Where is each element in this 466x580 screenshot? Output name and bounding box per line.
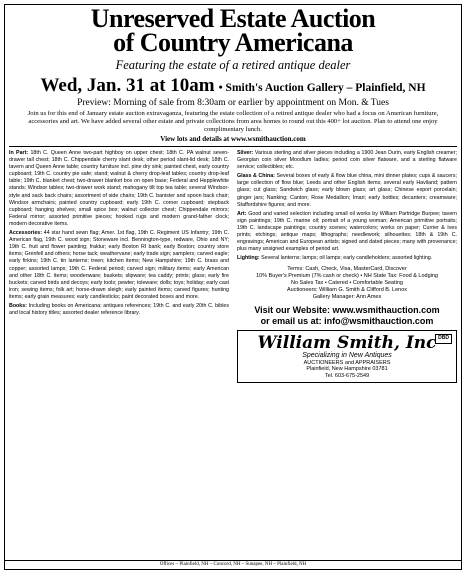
email-link[interactable]: or email us at: info@wsmithauction.com [260, 316, 434, 327]
section-books: Books: Including books on Americana; antiques references; 19th C. and early 20th C. bibles and local history titles; assorted dealer reference library. [9, 302, 229, 317]
company-line2: Plainfield, New Hampshire 03781 [306, 366, 388, 372]
dealer-badge: DBD [435, 334, 452, 343]
terms-block: Terms: Cash, Check, Visa, MasterCard, Discover 10% Buyer's Premium (7% cash or check) • NH State Tax: Food & Lodging No Sales Tax • Catered • Comfortable Seating Auctioneers: William G. Smith & Clifford B. Lenox Gallery Manager: Ann Ames [255, 266, 438, 301]
section-art: Art: Good and varied selection including small oil works by William Partridge Burpee; tavern sign paintings; 19th C. marine oil; portrait of a young woman; American primitive portraits; 19th C. landscape paintings; country scenes; watercolors; works on paper; Currier & Ives prints; etchings; antique maps; lithographs; needlework; silhouettes; 18th & 19th C. engravings; American and European artists; signed and dated pieces; many with provenance; plus many unsigned examples of period art. [237, 210, 457, 253]
auction-advertisement [4, 4, 462, 570]
company-name: William Smith, Inc [257, 333, 437, 354]
company-tagline: Specializing in New Antiques [302, 352, 392, 360]
section-silver: Silver: Various sterling and silver pieces including a 1900 Jean Durin, early English creamer; Georgian coin silver Moodlum ladles; period coin silver flatware, and a sterling flatware service; collectibles; etc. [237, 150, 457, 171]
right-column [237, 150, 457, 383]
content-columns [5, 147, 461, 383]
intro-paragraph: Join us for this end of January estate auction extravaganza, featuring the estate collection of a retired antique dealer who had a focus on American furniture, accessories and art. We have added several other estate and private collections from area homes to round out this 400+ lot auction. Plan to attend one enjoy complimentary lunch. [27, 110, 439, 133]
section-glass-china: Glass & China: Several boxes of early & flow blue china, mini dinner plates; cups & saucers; large collection of flow blue; Leeds and other English items; several early Haviland; pattern glass; cut glass; Sandwich glass; early blown glass; art glass; Chinese export porcelain; ginger jars; Nanking; Canton; Rose Medallion; Imari; early bottles; decanters; creamware; Staffordshire figures; and more. [237, 173, 457, 208]
auction-title-line1: Unreserved Estate Auction [90, 4, 376, 33]
left-column [9, 150, 229, 383]
section-lighting: Lighting: Several lanterns; lamps; oil lamps; early candleholders; assorted lighting. [237, 255, 433, 262]
section-in-part: In Part: 18th C. Queen Anne two-part highboy on upper chest; 18th C. PA walnut seven-drawer tall chest; 18th C. Chippendale cherry slant desk; other period slant-lid desk; 18th C. tavern and Queen Anne table; country furniture incl. pine dry sink; painted chest, early country cupboard; 19th C. country pie safe; stand; walnut & cherry drop-leaf tables; country drop-leaf table; 19th C. blanket chest; two-drawer blanket box on open base; Federal and Hepplewhite stands; Windsor tables; two-drawer work stand; mahogany tilt top tea table; several Windsor-style and sack back chairs; assortment of side chairs; 19th C. banister and spoon back chair; Windsor armchairs; painted country cupboard; early 19th C. corner cupboard; stepback cupboard; hanging shelves; small spice box; walnut collector chest; Chippendale mirrors; Federal mirror; assorted primitive pieces; hooked rugs and modern grand-father clock; modern decorative items. [9, 150, 229, 227]
auction-title-line2: of Country Americana [113, 28, 353, 57]
auction-date: Wed, Jan. 31 at 10am [40, 75, 215, 96]
view-lots-link[interactable]: View lots and details at www.wsmithauction.com [160, 135, 306, 143]
date-location-line [5, 75, 461, 97]
website-block [237, 305, 457, 327]
website-link[interactable]: Visit our Website: www.wsmithauction.com [254, 305, 440, 316]
footer-offices: Offices – Plainfield, NH – Concord, NH – Sunapee, NH – Plainfield, NH [5, 560, 461, 569]
auction-location: • Smith's Auction Gallery – Plainfield, NH [218, 82, 426, 94]
preview-info: Preview: Morning of sale from 8:30am or earlier by appointment on Mon. & Tues [77, 98, 389, 108]
company-logo-box [237, 330, 457, 383]
company-line1: AUCTIONEERS and APPRAISERS [303, 359, 391, 366]
company-phone: Tel. 603-675-2549 [324, 372, 370, 379]
auction-subtitle: Featuring the estate of a retired antique dealer [115, 58, 351, 72]
section-accessories: Accessories: 44 star hand sewn flag; Amer. 1st flag, 19th C. Regiment US Infantry; 19th C. American flag, 19th C. wood sign; Stoneware incl. Bennington-type, redware, Ohio and NY; 19th C. fruit and flower painting; fraktur; early Boston RI bank; early Boston; country store items; Grenfell and others; horse tack; weathervane; early trade sign; samplers; carved eagle; early firkins; 19th C. tin lanterns; treen; kitchen items; New Hampshire; 19th C. brass and copper; assorted lamps; 19th C. Federal period; carved sign; military items; early American and other 18th C. items; woodenware; baskets; slipware; tea caddy; prints; glass; early fire buckets; carved birds and decoys; early tools; pewter; toleware; dolls; toys; holiday; early cast iron; sewing items; folk art; horse-drawn sleigh; early painted items; carved figures; hunting items; early grain measures; early candlesticks; paint decorated boxes and more. [9, 230, 229, 300]
